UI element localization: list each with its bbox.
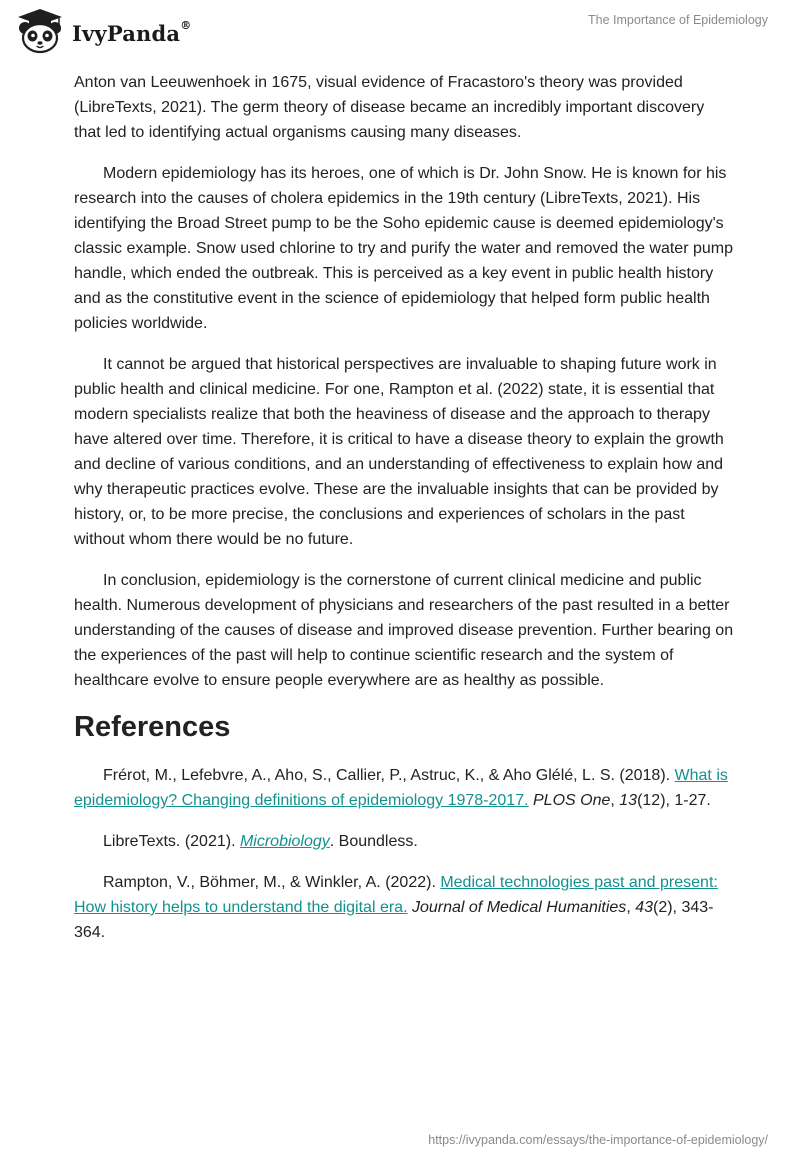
essay-content — [74, 70, 734, 961]
reference-link[interactable]: Medical technologies past and present: How history helps to understand the digital era. — [74, 874, 718, 916]
reference-item: Frérot, M., Lefebvre, A., Aho, S., Callier, P., Astruc, K., & Aho Glélé, L. S. (2018). What is epidemiology? Changing definitions of epidemiology 1978-2017. PLOS One, 13(12), 1-27. — [74, 767, 728, 809]
reference-pages: (12), 1-27. — [637, 792, 711, 809]
brand-name: IvyPanda® — [72, 18, 192, 46]
reference-journal: Journal of Medical Humanities — [411, 899, 627, 916]
paragraph: Anton van Leeuwenhoek in 1675, visual evidence of Fracastoro's theory was provided (LibreTexts, 2021). The germ theory of disease became an incredibly important discovery that led to identifying actual organisms causing many diseases. — [74, 74, 705, 141]
reference-publisher: . Boundless. — [329, 833, 418, 850]
reference-authors: LibreTexts. (2021). — [103, 833, 240, 850]
reference-authors: Rampton, V., Böhmer, M., & Winkler, A. (2022). — [103, 874, 441, 891]
page-header — [0, 0, 800, 66]
paragraph: Modern epidemiology has its heroes, one of which is Dr. John Snow. He is known for his research into the causes of cholera epidemics in the 19th century (LibreTexts, 2021). His identifying the Broad Street pump to be the Soho epidemic cause is deemed epidemiology's classic example. Snow used chlorine to try and purify the water and removed the water pump handle, which ended the outbreak. This is perceived as a key event in public health history and as the constitutive event in the science of epidemiology that helped form public health policies worldwide. — [74, 165, 733, 332]
reference-item: Rampton, V., Böhmer, M., & Winkler, A. (2022). Medical technologies past and present: How history helps to understand the digital era. Journal of Medical Humanities, 43(2), 343-364. — [74, 874, 718, 941]
paragraph: It cannot be argued that historical perspectives are invaluable to shaping future work in public health and clinical medicine. For one, Rampton et al. (2022) state, it is essential that modern specialists realize that both the heaviness of disease and the approach to therapy have altered over time. Therefore, it is critical to have a disease theory to explain the growth and decline of various conditions, and an understanding of effectiveness to explain how and why therapeutic practices evolve. These are the invaluable insights that can be provided by history, or, to be more precise, the conclusions and experiences of scholars in the past without whom there would be no future. — [74, 356, 724, 548]
footer-url[interactable]: https://ivypanda.com/essays/the-importance-of-epidemiology/ — [428, 1133, 768, 1147]
paragraph: In conclusion, epidemiology is the cornerstone of current clinical medicine and public health. Numerous development of physicians and researchers of the past resulted in a better understanding of the causes of disease and improved disease prevention. Further bearing on the experiences of the past will help to continue scientific research and the system of healthcare evolve to ensure people everywhere are as healthy as possible. — [74, 572, 734, 689]
reference-volume: 13 — [619, 792, 638, 809]
references-heading: References — [74, 711, 231, 743]
reference-volume: 43 — [635, 899, 653, 916]
document-title: The Importance of Epidemiology — [588, 13, 768, 27]
reference-authors: Frérot, M., Lefebvre, A., Aho, S., Callier, P., Astruc, K., & Aho Glélé, L. S. (2018). — [103, 767, 675, 784]
reference-link[interactable]: What is epidemiology? Changing definitions of epidemiology 1978-2017. — [74, 767, 728, 809]
ivypanda-logo[interactable] — [14, 8, 191, 54]
reference-item — [74, 829, 734, 854]
panda-graduate-icon — [14, 8, 66, 54]
reference-journal: PLOS One — [533, 792, 611, 809]
reference-pages: (2), 343-364. — [74, 899, 714, 941]
reference-link[interactable]: Microbiology — [239, 833, 330, 850]
